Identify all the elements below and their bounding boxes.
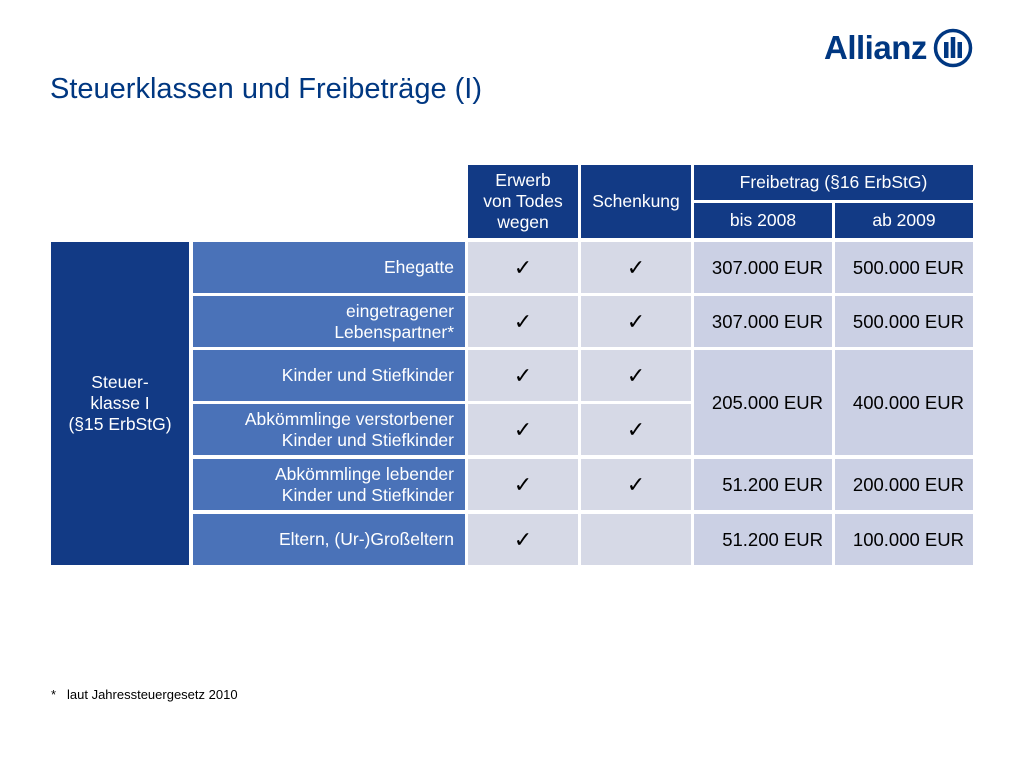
amount-value: 500.000 EUR	[852, 257, 964, 278]
amount-value: 500.000 EUR	[852, 311, 964, 332]
row-label-ehegatte	[193, 242, 465, 293]
check-erwerb-eltern	[468, 514, 578, 565]
check-schenkung-abkoemmlinge-lebender	[581, 459, 691, 510]
row-label-text-1: Abkömmlinge verstorbener	[244, 408, 454, 429]
allianz-logo	[824, 28, 973, 68]
steuerklasse-line-2: klasse I	[90, 393, 150, 413]
amount-bis-lebenspartner	[694, 296, 832, 347]
checkmark-icon: ✓	[513, 363, 533, 388]
checkmark-icon: ✓	[513, 309, 533, 334]
header-erwerb-line-2: von Todes	[483, 191, 563, 211]
header-ab-2009	[835, 203, 973, 238]
amount-ab-kinder-merged	[835, 350, 973, 455]
check-schenkung-lebenspartner	[581, 296, 691, 347]
amount-ab-lebenspartner	[835, 296, 973, 347]
amount-bis-eltern	[694, 514, 832, 565]
row-label-text-1: eingetragener	[346, 300, 454, 321]
amount-value: 200.000 EUR	[852, 474, 964, 495]
amount-value: 307.000 EUR	[711, 311, 823, 332]
check-schenkung-ehegatte	[581, 242, 691, 293]
check-erwerb-kinder	[468, 350, 578, 401]
steuerklasse-cell	[51, 242, 189, 565]
footnote-mark: *	[51, 687, 57, 702]
check-erwerb-abkoemmlinge-verstorbener	[468, 404, 578, 455]
page-title: Steuerklassen und Freibeträge (I)	[50, 73, 482, 105]
amount-ab-ehegatte	[835, 242, 973, 293]
row-label-text: Ehegatte	[383, 257, 454, 277]
steuerklasse-line-3: (§15 ErbStG)	[68, 414, 172, 434]
row-label-text-2: Lebenspartner*	[334, 321, 454, 342]
row-label-text: Kinder und Stiefkinder	[281, 365, 454, 385]
row-label-eltern	[193, 514, 465, 565]
footnote-text: laut Jahressteuergesetz 2010	[67, 687, 238, 702]
row-label-text-2: Kinder und Stiefkinder	[281, 484, 454, 505]
checkmark-icon: ✓	[626, 255, 646, 280]
row-label-abkoemmlinge-verstorbener	[193, 404, 465, 455]
logo-wordmark: Allianz	[824, 29, 927, 66]
header-erwerb-line-3: wegen	[497, 212, 549, 232]
checkmark-icon: ✓	[626, 363, 646, 388]
header-erwerb	[468, 165, 578, 238]
header-ab-label: ab 2009	[872, 210, 936, 230]
header-bis-2008	[694, 203, 832, 238]
checkmark-icon: ✓	[626, 472, 646, 497]
check-erwerb-ehegatte	[468, 242, 578, 293]
amount-value: 205.000 EUR	[711, 392, 823, 413]
amount-bis-ehegatte	[694, 242, 832, 293]
amount-bis-abkoemmlinge-lebender	[694, 459, 832, 510]
amount-value: 400.000 EUR	[852, 392, 964, 413]
header-schenkung-label: Schenkung	[592, 191, 680, 211]
header-bis-label: bis 2008	[729, 210, 797, 230]
row-label-abkoemmlinge-lebender	[193, 459, 465, 510]
checkmark-icon: ✓	[513, 527, 533, 552]
header-freibetrag	[694, 165, 973, 200]
row-label-text-2: Kinder und Stiefkinder	[281, 429, 454, 450]
header-erwerb-line-1: Erwerb	[495, 170, 551, 190]
amount-value: 51.200 EUR	[722, 529, 823, 550]
amount-bis-kinder-merged	[694, 350, 832, 455]
checkmark-icon: ✓	[626, 309, 646, 334]
amount-value: 51.200 EUR	[722, 474, 823, 495]
empty-schenkung-eltern	[581, 514, 691, 565]
amount-value: 307.000 EUR	[711, 257, 823, 278]
steuerklasse-line-1: Steuer-	[91, 372, 149, 392]
header-freibetrag-label: Freibetrag (§16 ErbStG)	[739, 172, 928, 192]
checkmark-icon: ✓	[513, 472, 533, 497]
amount-ab-abkoemmlinge-lebender	[835, 459, 973, 510]
check-erwerb-abkoemmlinge-lebender	[468, 459, 578, 510]
checkmark-icon: ✓	[513, 417, 533, 442]
allianz-eagle-icon	[933, 28, 973, 68]
check-schenkung-abkoemmlinge-verstorbener	[581, 404, 691, 455]
row-label-text-1: Abkömmlinge lebender	[275, 463, 454, 484]
row-label-text: Eltern, (Ur-)Großeltern	[278, 529, 454, 549]
checkmark-icon: ✓	[513, 255, 533, 280]
amount-ab-eltern	[835, 514, 973, 565]
header-schenkung	[581, 165, 691, 238]
row-label-kinder	[193, 350, 465, 401]
check-schenkung-kinder	[581, 350, 691, 401]
checkmark-icon: ✓	[626, 417, 646, 442]
row-label-lebenspartner	[193, 296, 465, 347]
check-erwerb-lebenspartner	[468, 296, 578, 347]
amount-value: 100.000 EUR	[852, 529, 964, 550]
footnote	[51, 687, 238, 702]
